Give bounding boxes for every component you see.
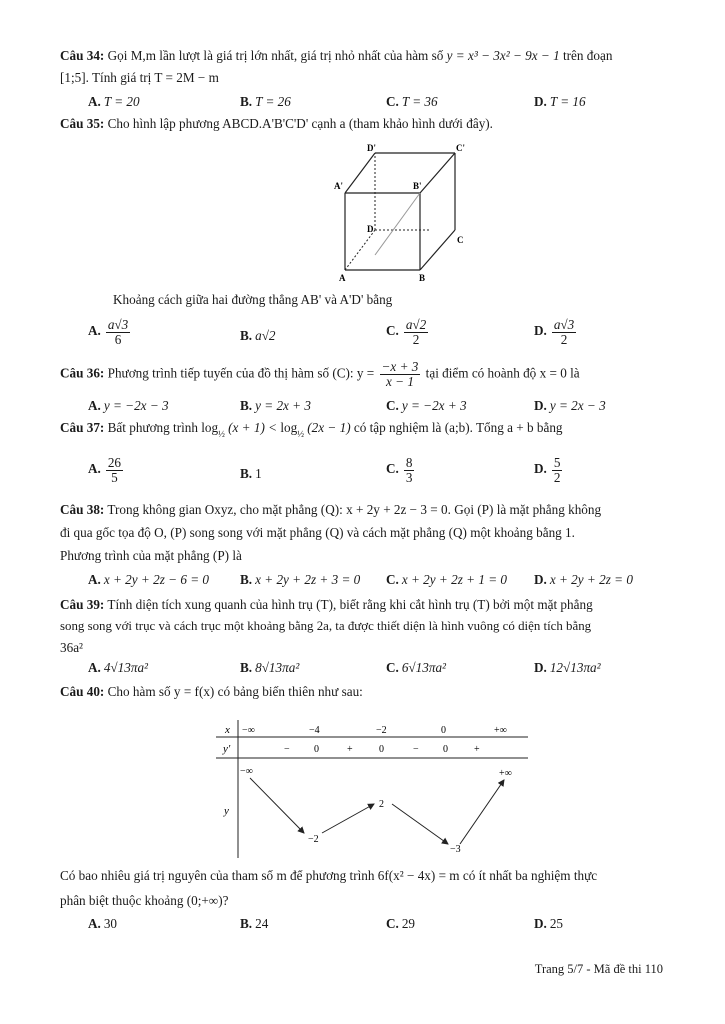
q35-option-d[interactable]: D. $\frac{a√3}{2}$	[534, 317, 575, 347]
q39-option-d[interactable]: D. 12√13πa²	[534, 660, 601, 675]
table-x-value: −∞	[242, 725, 255, 736]
q34-stem-a: Gọi M,m lần lượt là giá trị lớn nhất, giá trị nhỏ nhất của hàm số	[107, 48, 444, 63]
q36-stem-b: tại điểm có hoành độ x = 0 là	[425, 365, 580, 381]
q37-number: Câu 37:	[60, 420, 105, 435]
table-sign: 0	[314, 744, 319, 755]
q37-option-b[interactable]: B. 1	[240, 466, 262, 481]
table-sign: −	[284, 744, 290, 755]
q37-option-d[interactable]: D. $\frac{5}{2}$	[534, 455, 561, 485]
q37-stem-a: Bất phương trình	[107, 420, 198, 435]
q36-option-a[interactable]: A. y = −2x − 3	[88, 398, 169, 413]
q34-option-c[interactable]: C. T = 36	[386, 94, 438, 109]
table-sign: +	[474, 744, 480, 755]
table-x-value: 0	[441, 725, 446, 736]
q38-option-a[interactable]: A. x + 2y + 2z − 6 = 0	[88, 572, 210, 587]
table-y-value: −3	[450, 844, 461, 855]
q40-option-d[interactable]: D. 25	[534, 916, 564, 931]
q38-text-3: Phương trình của mặt phẳng (P) là	[60, 548, 242, 563]
q37-arg-2: (2x − 1)	[307, 420, 351, 435]
q38-option-b[interactable]: B. x + 2y + 2z + 3 = 0	[240, 572, 361, 587]
q36-option-c[interactable]: C. y = −2x + 3	[386, 398, 467, 413]
cube-label-a: A	[339, 273, 346, 283]
q35-line1	[60, 116, 493, 131]
q35-option-b[interactable]: B. a√2	[240, 328, 276, 343]
q34-stem-c: [1;5]. Tính giá trị T = 2M − m	[60, 70, 219, 85]
q37-options	[88, 454, 668, 492]
q39-line1	[60, 597, 593, 612]
q40-option-c[interactable]: C. 29	[386, 916, 416, 931]
table-sign: 0	[379, 744, 384, 755]
q34-function: y = x³ − 3x² − 9x − 1	[446, 48, 560, 63]
q40-option-b[interactable]: B. 24	[240, 916, 269, 931]
q38-number: Câu 38:	[60, 502, 105, 517]
cube-label-b-prime: B'	[413, 181, 422, 191]
q39-option-a[interactable]: A. 4√13πa²	[88, 660, 149, 675]
table-header-x: x	[225, 724, 230, 736]
table-y-value: +∞	[499, 768, 512, 779]
q40-text-2: phân biệt thuộc khoảng (0;+∞)?	[60, 893, 229, 908]
q37-log-1: log	[201, 420, 219, 435]
table-sign: +	[347, 744, 353, 755]
q39-text-2: song song với trục và cách trục một khoảng bằng 2a, ta được thiết diện là hình vuông có diện tích bằng	[60, 619, 592, 633]
q34-stem-b: trên đoạn	[563, 48, 613, 63]
q37-option-c[interactable]: C. $\frac{8}{3}$	[386, 455, 413, 485]
q40-text-1: Có bao nhiêu giá trị nguyên của tham số m để phương trình 6f(x² − 4x) = m có ít nhất ba nghiệm thực	[60, 868, 598, 883]
q40-option-a[interactable]: A. 30	[88, 916, 118, 931]
q34-option-d[interactable]: D. T = 16	[534, 94, 586, 109]
q34-number: Câu 34:	[60, 48, 105, 63]
q37-stem-b: có tập nghiệm là (a;b). Tổng a + b bằng	[353, 420, 563, 435]
q35-question: Khoảng cách giữa hai đường thẳng AB' và A'D' bằng	[113, 292, 393, 307]
table-sign: 0	[443, 744, 448, 755]
table-y-value: 2	[379, 799, 384, 810]
q37-arg-1: (x + 1) <	[228, 420, 278, 435]
q40-stem: Cho hàm số y = f(x) có bảng biến thiên như sau:	[107, 684, 363, 699]
cube-label-a-prime: A'	[334, 181, 343, 191]
q36-option-b[interactable]: B. y = 2x + 3	[240, 398, 311, 413]
cube-label-b: B	[419, 273, 426, 283]
q35-number: Câu 35:	[60, 116, 105, 131]
q38-options	[88, 572, 668, 592]
q38-option-c[interactable]: C. x + 2y + 2z + 1 = 0	[386, 572, 508, 587]
table-header-y-prime: y'	[223, 743, 231, 755]
q35-stem: Cho hình lập phương ABCD.A'B'C'D' cạnh a (tham khảo hình dưới đây).	[107, 116, 493, 131]
q38-option-d[interactable]: D. x + 2y + 2z = 0	[534, 572, 633, 587]
q37-log-2: log	[280, 420, 298, 435]
cube-label-c-prime: C'	[456, 143, 465, 153]
cube-label-d-prime: D'	[367, 143, 376, 153]
q36-stem-a: Phương trình tiếp tuyến của đồ thị hàm số (C): y =	[107, 365, 375, 381]
table-y-value: −2	[308, 834, 319, 845]
variation-table	[216, 718, 528, 858]
q39-text-3: 36a²	[60, 640, 83, 655]
q39-text-1: Tính diện tích xung quanh của hình trụ (T), biết rằng khi cắt hình trụ (T) bởi một mặt phẳng	[107, 597, 593, 612]
table-x-value: +∞	[494, 725, 507, 736]
q36-option-d[interactable]: D. y = 2x − 3	[534, 398, 606, 413]
q38-text-2: đi qua gốc tọa độ O, (P) song song với mặt phẳng (Q) và cách mặt phẳng (Q) một khoảng bằng 1.	[60, 525, 575, 540]
q39-options	[88, 660, 668, 680]
q37-base-1: ½	[218, 429, 225, 439]
q38-line1	[60, 502, 601, 517]
cube-label-c: C	[457, 235, 464, 245]
q36-fraction: $\frac{-x + 3}{x - 1}$	[381, 359, 419, 389]
q37-base-2: ½	[297, 429, 304, 439]
table-y-value: −∞	[240, 766, 253, 777]
q35-options	[88, 316, 668, 354]
q34-options	[88, 94, 668, 114]
q40-options	[88, 916, 668, 936]
q39-number: Câu 39:	[60, 597, 105, 612]
q40-number: Câu 40:	[60, 684, 105, 699]
q34-option-b[interactable]: B. T = 26	[240, 94, 291, 109]
table-sign: −	[413, 744, 419, 755]
q40-line1	[60, 684, 363, 699]
q35-option-c[interactable]: C. $\frac{a√2}{2}$	[386, 317, 427, 347]
q36-number: Câu 36:	[60, 365, 105, 381]
q39-option-c[interactable]: C. 6√13πa²	[386, 660, 447, 675]
q34-line1	[60, 48, 612, 63]
table-x-value: −2	[376, 725, 387, 736]
q38-text-1: Trong không gian Oxyz, cho mặt phẳng (Q): x + 2y + 2z − 3 = 0. Gọi (P) là mặt phẳng không	[107, 502, 602, 517]
q34-option-a[interactable]: A. T = 20	[88, 94, 140, 109]
q39-option-b[interactable]: B. 8√13πa²	[240, 660, 300, 675]
q35-option-a[interactable]: A. $\frac{a√3}{6}$	[88, 317, 129, 347]
cube-label-d: D	[367, 224, 374, 234]
q36-options	[88, 398, 668, 418]
page-footer: Trang 5/7 - Mã đề thi 110	[534, 962, 663, 976]
table-header-y: y	[224, 805, 229, 817]
table-x-value: −4	[309, 725, 320, 736]
q36-line1	[60, 360, 580, 389]
cube-figure	[330, 143, 470, 283]
q37-option-a[interactable]: A. $\frac{26}{5}$	[88, 455, 122, 485]
q37-line1	[60, 420, 563, 439]
